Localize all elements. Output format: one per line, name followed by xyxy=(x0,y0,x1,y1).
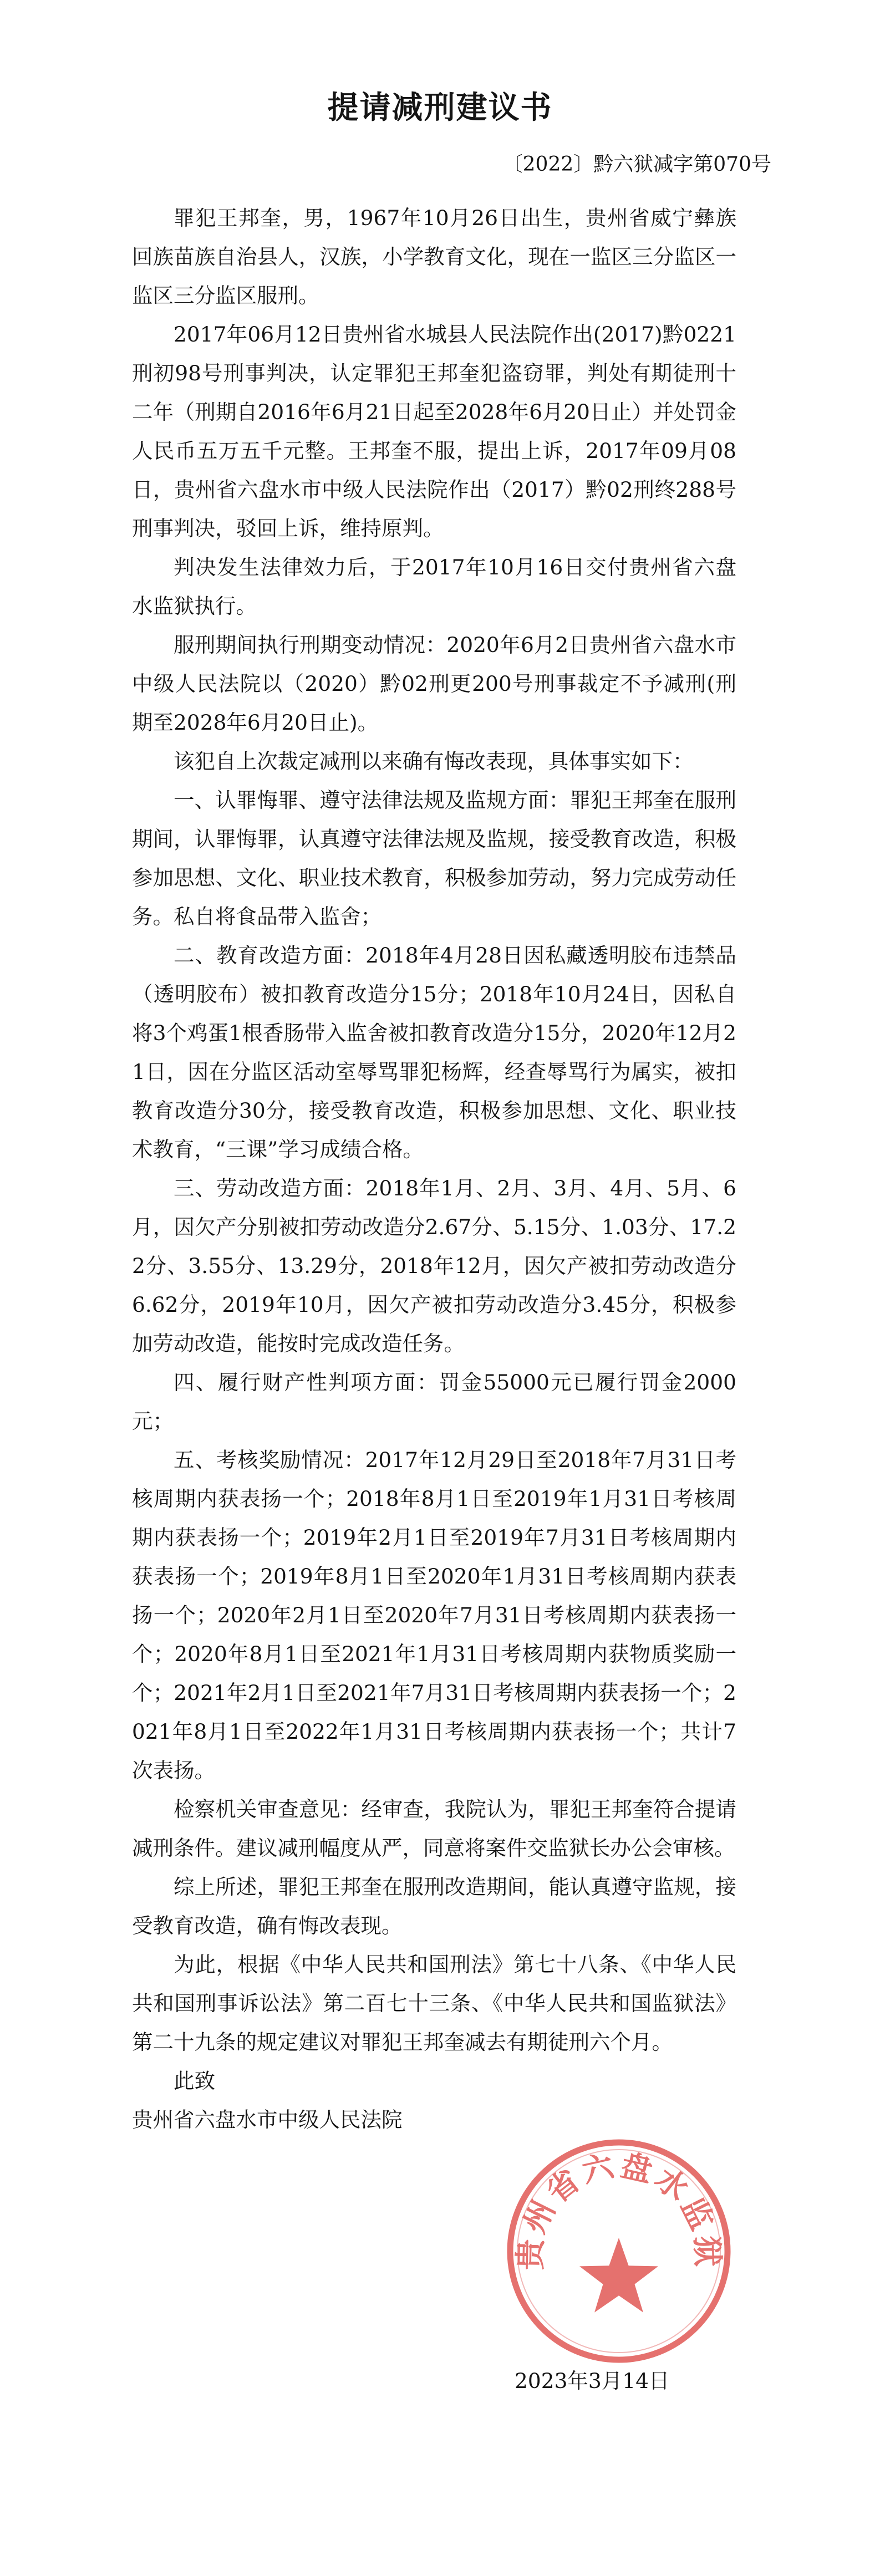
paragraph-procuratorate-opinion: 检察机关审查意见：经审查，我院认为，罪犯王邦奎符合提请减刑条件。建议减刑幅度从严，同意将案件交监狱长办公会审核。 xyxy=(132,1797,736,1860)
paragraph-original-judgment: 2017年06月12日贵州省水城县人民法院作出(2017)黔0221刑初98号刑事判决，认定罪犯王邦奎犯盗窃罪，判处有期徒刑十二年（刑期自2016年6月21日起至2028年6月20日止）并处罚金人民币五万五千元整。王邦奎不服，提出上诉，2017年09月08日，贵州省六盘水市中级人民法院作出（2017）黔02刑终288号刑事判决，驳回上诉，维持原判。 xyxy=(132,322,736,541)
paragraph-recommendation: 为此，根据《中华人民共和国刑法》第七十八条、《中华人民共和国刑事诉讼法》第二百七十三条、《中华人民共和国监狱法》第二十九条的规定建议对罪犯王邦奎减去有期徒刑六个月。 xyxy=(132,1952,736,2054)
document-date: 2023年3月14日 xyxy=(515,2369,670,2393)
document-title: 提请减刑建议书 xyxy=(327,90,553,126)
paragraph-property-judgment: 四、履行财产性判项方面：罚金55000元已履行罚金2000元； xyxy=(132,1370,736,1433)
salutation: 此致 xyxy=(174,2069,215,2093)
paragraph-prisoner-info: 罪犯王邦奎，男，1967年10月26日出生，贵州省威宁彝族回族苗族自治县人，汉族，小学教育文化，现在一监区三分监区一监区三分监区服刑。 xyxy=(132,206,736,308)
seal-text: 贵州省六盘水监狱 xyxy=(512,2147,726,2270)
document-body xyxy=(132,198,736,2139)
paragraph-education-reform: 二、教育改造方面：2018年4月28日因私藏透明胶布违禁品（透明胶布）被扣教育改造分15分；2018年10月24日，因私自将3个鸡蛋1根香肠带入监舍被扣教育改造分15分，2020年12月21日，因在分监区活动室辱骂罪犯杨辉，经查辱骂行为属实，被扣教育改造分30分，接受教育改造，积极参加思想、文化、职业技术教育，“三课”学习成绩合格。 xyxy=(132,943,736,1162)
paragraph-labor-reform: 三、劳动改造方面：2018年1月、2月、3月、4月、5月、6月，因欠产分别被扣劳动改造分2.67分、5.15分、1.03分、17.22分、3.55分、13.29分，2018年12月，因欠产被扣劳动改造分6.62分，2019年10月，因欠产被扣劳动改造分3.45分，积极参加劳动改造，能按时完成改造任务。 xyxy=(132,1176,736,1356)
paragraph-law-compliance: 一、认罪悔罪、遵守法律法规及监规方面：罪犯王邦奎在服刑期间，认罪悔罪，认真遵守法律法规及监规，接受教育改造，积极参加思想、文化、职业技术教育，积极参加劳动，努力完成劳动任务。私自将食品带入监舍； xyxy=(132,788,736,929)
seal-star-icon xyxy=(579,2238,658,2313)
paragraph-execution: 判决发生法律效力后，于2017年10月16日交付贵州省六盘水监狱执行。 xyxy=(132,555,736,618)
paragraph-rewards: 五、考核奖励情况：2017年12月29日至2018年7月31日考核周期内获表扬一个；2018年8月1日至2019年1月31日考核周期内获表扬一个；2019年2月1日至2019年7月31日考核周期内获表扬一个；2019年8月1日至2020年1月31日考核周期内获表扬一个；2020年2月1日至2020年7月31日考核周期内获表扬一个；2020年8月1日至2021年1月31日考核周期内获物质奖励一个；2021年2月1日至2021年7月31日考核周期内获表扬一个；2021年8月1日至2022年1月31日考核周期内获表扬一个；共计7次表扬。 xyxy=(132,1448,736,1783)
paragraph-facts-intro: 该犯自上次裁定减刑以来确有悔改表现，具体事实如下： xyxy=(174,749,694,773)
document-number: 〔2022〕黔六狱减字第070号 xyxy=(502,153,771,176)
recipient-court: 贵州省六盘水市中级人民法院 xyxy=(132,2107,403,2132)
paragraph-sentence-changes: 服刑期间执行刑期变动情况：2020年6月2日贵州省六盘水市中级人民法院以（2020）黔02刑更200号刑事裁定不予减刑(刑期至2028年6月20日止)。 xyxy=(132,633,736,735)
paragraph-summary: 综上所述，罪犯王邦奎在服刑改造期间，能认真遵守监规，接受教育改造，确有悔改表现。 xyxy=(132,1875,736,1938)
official-seal-stamp xyxy=(502,2135,735,2368)
